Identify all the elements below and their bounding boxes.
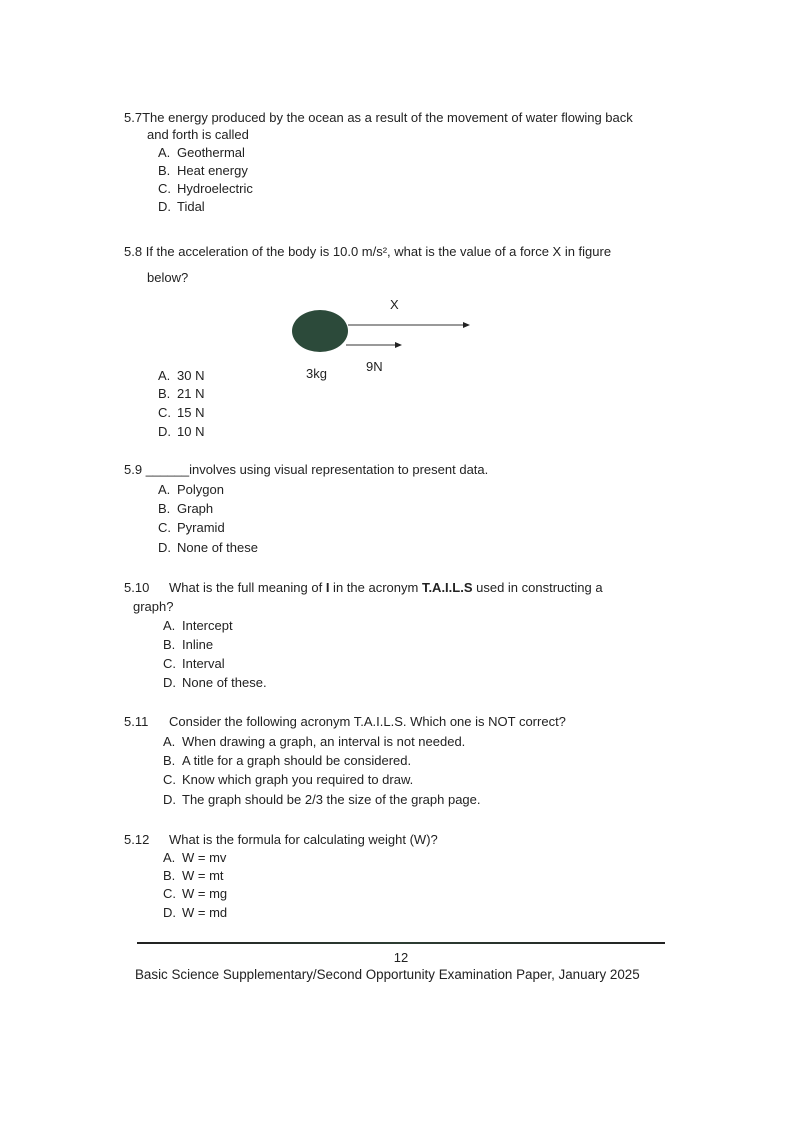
option-text: Know which graph you required to draw. (182, 772, 414, 787)
option-letter: C. (158, 181, 171, 196)
footer-divider (137, 942, 665, 944)
option-text: Inline (182, 637, 214, 652)
option-text: When drawing a graph, an interval is not needed. (182, 734, 466, 749)
option-letter: A. (158, 368, 171, 383)
option (158, 520, 225, 536)
question-text: The energy produced by the ocean as a result of the movement of water flowing back (142, 110, 633, 125)
option-letter: D. (158, 540, 171, 555)
question-5-9 (124, 462, 488, 478)
option (163, 886, 227, 902)
option-letter: B. (163, 868, 176, 883)
option-letter: B. (158, 163, 171, 178)
option-letter: A. (158, 145, 171, 160)
question-number: 5.12 (124, 832, 150, 847)
option (158, 386, 204, 402)
force-x-label: X (390, 297, 399, 312)
option-letter: C. (163, 886, 176, 901)
question-number: 5.7 (124, 110, 143, 125)
body-mass (292, 310, 348, 352)
option (163, 772, 413, 788)
option-letter: D. (163, 905, 176, 920)
option (163, 675, 267, 691)
option (163, 618, 233, 634)
option-text: The graph should be 2/3 the size of the graph page. (182, 792, 481, 807)
question-text: What is the full meaning of (169, 580, 326, 595)
question-text-cont: and forth is called (147, 127, 249, 142)
bold-acronym: T.A.I.L.S (421, 580, 473, 595)
question-5-7 (124, 110, 633, 126)
question-number: 5.10 (124, 580, 150, 595)
option (163, 850, 226, 866)
option-letter: A. (163, 734, 176, 749)
option (158, 540, 258, 556)
option (158, 405, 204, 421)
option-text: W = mg (182, 886, 228, 901)
option-text: Polygon (177, 482, 224, 497)
option-text: Pyramid (177, 520, 225, 535)
option-letter: D. (163, 792, 176, 807)
option-text: Tidal (177, 199, 205, 214)
question-5-10 (124, 580, 603, 596)
bold-letter: I (325, 580, 330, 595)
question-text: ______involves using visual representation to present data. (145, 462, 489, 477)
force-9n-label: 9N (366, 359, 383, 374)
question-5-11 (124, 714, 566, 730)
option-letter: D. (163, 675, 176, 690)
question-text: If the acceleration of the body is 10.0 m/s², what is the value of a force X in figure (145, 244, 612, 259)
option (158, 424, 204, 440)
option-text: W = mv (182, 850, 227, 865)
page-number: 12 (393, 950, 409, 965)
option-text: Intercept (182, 618, 233, 633)
option-text: Interval (182, 656, 225, 671)
option-text: Geothermal (177, 145, 245, 160)
option (163, 637, 213, 653)
option (163, 734, 465, 750)
arrowhead-icon (463, 322, 470, 328)
option-letter: D. (158, 199, 171, 214)
option-letter: C. (158, 520, 171, 535)
option (158, 181, 253, 197)
option-letter: A. (158, 482, 171, 497)
option-letter: C. (158, 405, 171, 420)
option-letter: B. (158, 501, 171, 516)
option-text: 30 N (177, 368, 205, 383)
question-text-cont: below? (147, 270, 189, 285)
question-text: in the acronym (329, 580, 422, 595)
option-text: 10 N (177, 424, 205, 439)
option-text: A title for a graph should be considered. (182, 753, 412, 768)
option-letter: A. (163, 850, 176, 865)
option-text: None of these. (182, 675, 267, 690)
option (163, 868, 224, 884)
option (158, 501, 213, 517)
option-text: Graph (177, 501, 214, 516)
option-letter: C. (163, 772, 176, 787)
option-letter: B. (158, 386, 171, 401)
option (163, 792, 481, 808)
option-letter: A. (163, 618, 176, 633)
question-number: 5.9 (124, 462, 143, 477)
option (163, 753, 411, 769)
option-letter: B. (163, 753, 176, 768)
option (158, 368, 204, 384)
option-text: None of these (177, 540, 258, 555)
option (163, 656, 225, 672)
option-text: 21 N (177, 386, 205, 401)
footer-text: Basic Science Supplementary/Second Opportunity Examination Paper, January 2025 (135, 967, 640, 982)
mass-label: 3kg (306, 366, 327, 381)
arrowhead-icon (395, 342, 402, 348)
question-text: used in constructing a (472, 580, 603, 595)
question-text: Consider the following acronym T.A.I.L.S. Which one is NOT correct? (169, 714, 566, 729)
question-number: 5.8 (124, 244, 143, 259)
option (158, 163, 248, 179)
question-text-cont: graph? (133, 599, 174, 614)
option (158, 145, 245, 161)
option-text: 15 N (177, 405, 205, 420)
option-text: Heat energy (177, 163, 248, 178)
option-text: Hydroelectric (177, 181, 253, 196)
question-number: 5.11 (124, 714, 149, 729)
option (163, 905, 227, 921)
option (158, 199, 205, 215)
question-5-8 (124, 244, 611, 260)
option-text: W = mt (182, 868, 224, 883)
option-letter: C. (163, 656, 176, 671)
option-letter: B. (163, 637, 176, 652)
option-letter: D. (158, 424, 171, 439)
option-text: W = md (182, 905, 228, 920)
option (158, 482, 224, 498)
question-5-12 (124, 832, 438, 848)
question-text: What is the formula for calculating weight (W)? (169, 832, 438, 847)
